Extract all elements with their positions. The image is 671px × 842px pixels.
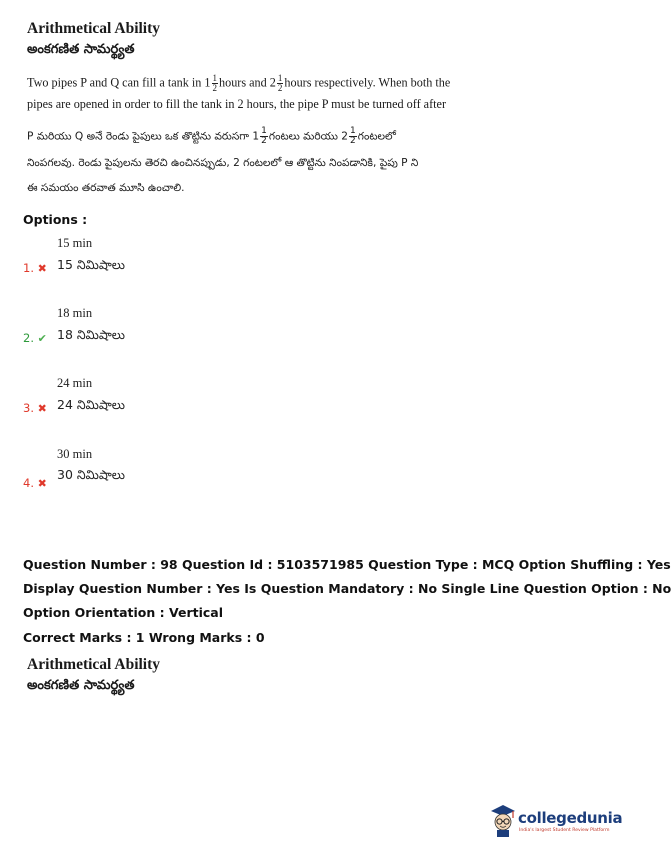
option-text-te: 24 నిమిషాలు: [57, 397, 125, 412]
options-label: Options :: [23, 212, 88, 227]
collegedunia-logo: [489, 801, 623, 839]
question-te-line1: [27, 127, 396, 146]
question-meta-line4: Correct Marks : 1 Wrong Marks : 0: [23, 630, 265, 645]
fraction-half: $\frac{1}{2}$: [212, 73, 218, 93]
wrong-mark-icon: ✖: [37, 477, 47, 490]
question-text: గంటలు మరియు 2: [268, 130, 349, 143]
question-te-line2: నింపగలవు. రెండు పైపులను తెరచి ఉంచినప్పుడు, 2 గంటలలో ఆ తొట్టిను నింపడానికి, పైపు P ని: [27, 157, 419, 169]
section-title-te: అంకగణిత సామర్థ్యత: [27, 42, 135, 57]
option-text-en: 30 min: [57, 447, 93, 461]
option-number: 2. ✔: [23, 331, 47, 345]
option-number: 3. ✖: [23, 401, 47, 415]
question-text: hours and 2: [219, 75, 276, 90]
section-title-en: Arithmetical Ability: [27, 656, 161, 673]
check-mark-icon: ✔: [37, 332, 47, 345]
option-text-te: 15 నిమిషాలు: [57, 257, 125, 272]
question-en-line2: pipes are opened in order to fill the tank in 2 hours, the pipe P must be turned off after: [27, 97, 447, 111]
question-text: గంటలలో: [357, 130, 396, 143]
section-title-en: Arithmetical Ability: [27, 20, 161, 37]
option-number: 1. ✖: [23, 261, 47, 275]
fraction-half: $\frac{1}{2}$: [277, 73, 283, 93]
option-text-en: 15 min: [57, 236, 93, 250]
question-text: Two pipes P and Q can fill a tank in 1: [27, 75, 211, 90]
option-text-te: 18 నిమిషాలు: [57, 327, 125, 342]
question-meta-line1: Question Number : 98 Question Id : 5103571985 Question Type : MCQ Option Shuffling : Yes: [23, 557, 671, 572]
wrong-mark-icon: ✖: [37, 262, 47, 275]
student-mascot-icon: [489, 803, 517, 837]
option-text-te: 30 నిమిషాలు: [57, 467, 125, 482]
question-te-line3: ఈ సమయం తరవాత మూసి ఉంచాలి.: [27, 182, 185, 194]
question-meta-line3: Option Orientation : Vertical: [23, 605, 224, 620]
section-title-te: అంకగణిత సామర్థ్యత: [27, 678, 135, 693]
option-text-en: 18 min: [57, 306, 93, 320]
wrong-mark-icon: ✖: [37, 402, 47, 415]
question-en-line1: [27, 74, 450, 93]
question-meta-line2: Display Question Number : Yes Is Question Mandatory : No Single Line Question Option : No: [23, 581, 671, 596]
fraction-half: $\frac{1}{2}$: [261, 126, 267, 146]
logo-tagline: India's largest Student Review Platform: [519, 828, 610, 833]
fraction-half: $\frac{1}{2}$: [350, 126, 356, 146]
option-number: 4. ✖: [23, 476, 47, 490]
logo-wordmark: collegedunia: [518, 809, 623, 827]
option-text-en: 24 min: [57, 376, 93, 390]
question-text: P మరియు Q అనే రెండు పైపులు ఒక తొట్టిను వరుసగా 1: [27, 130, 260, 143]
question-text: hours respectively. When both the: [284, 75, 451, 90]
